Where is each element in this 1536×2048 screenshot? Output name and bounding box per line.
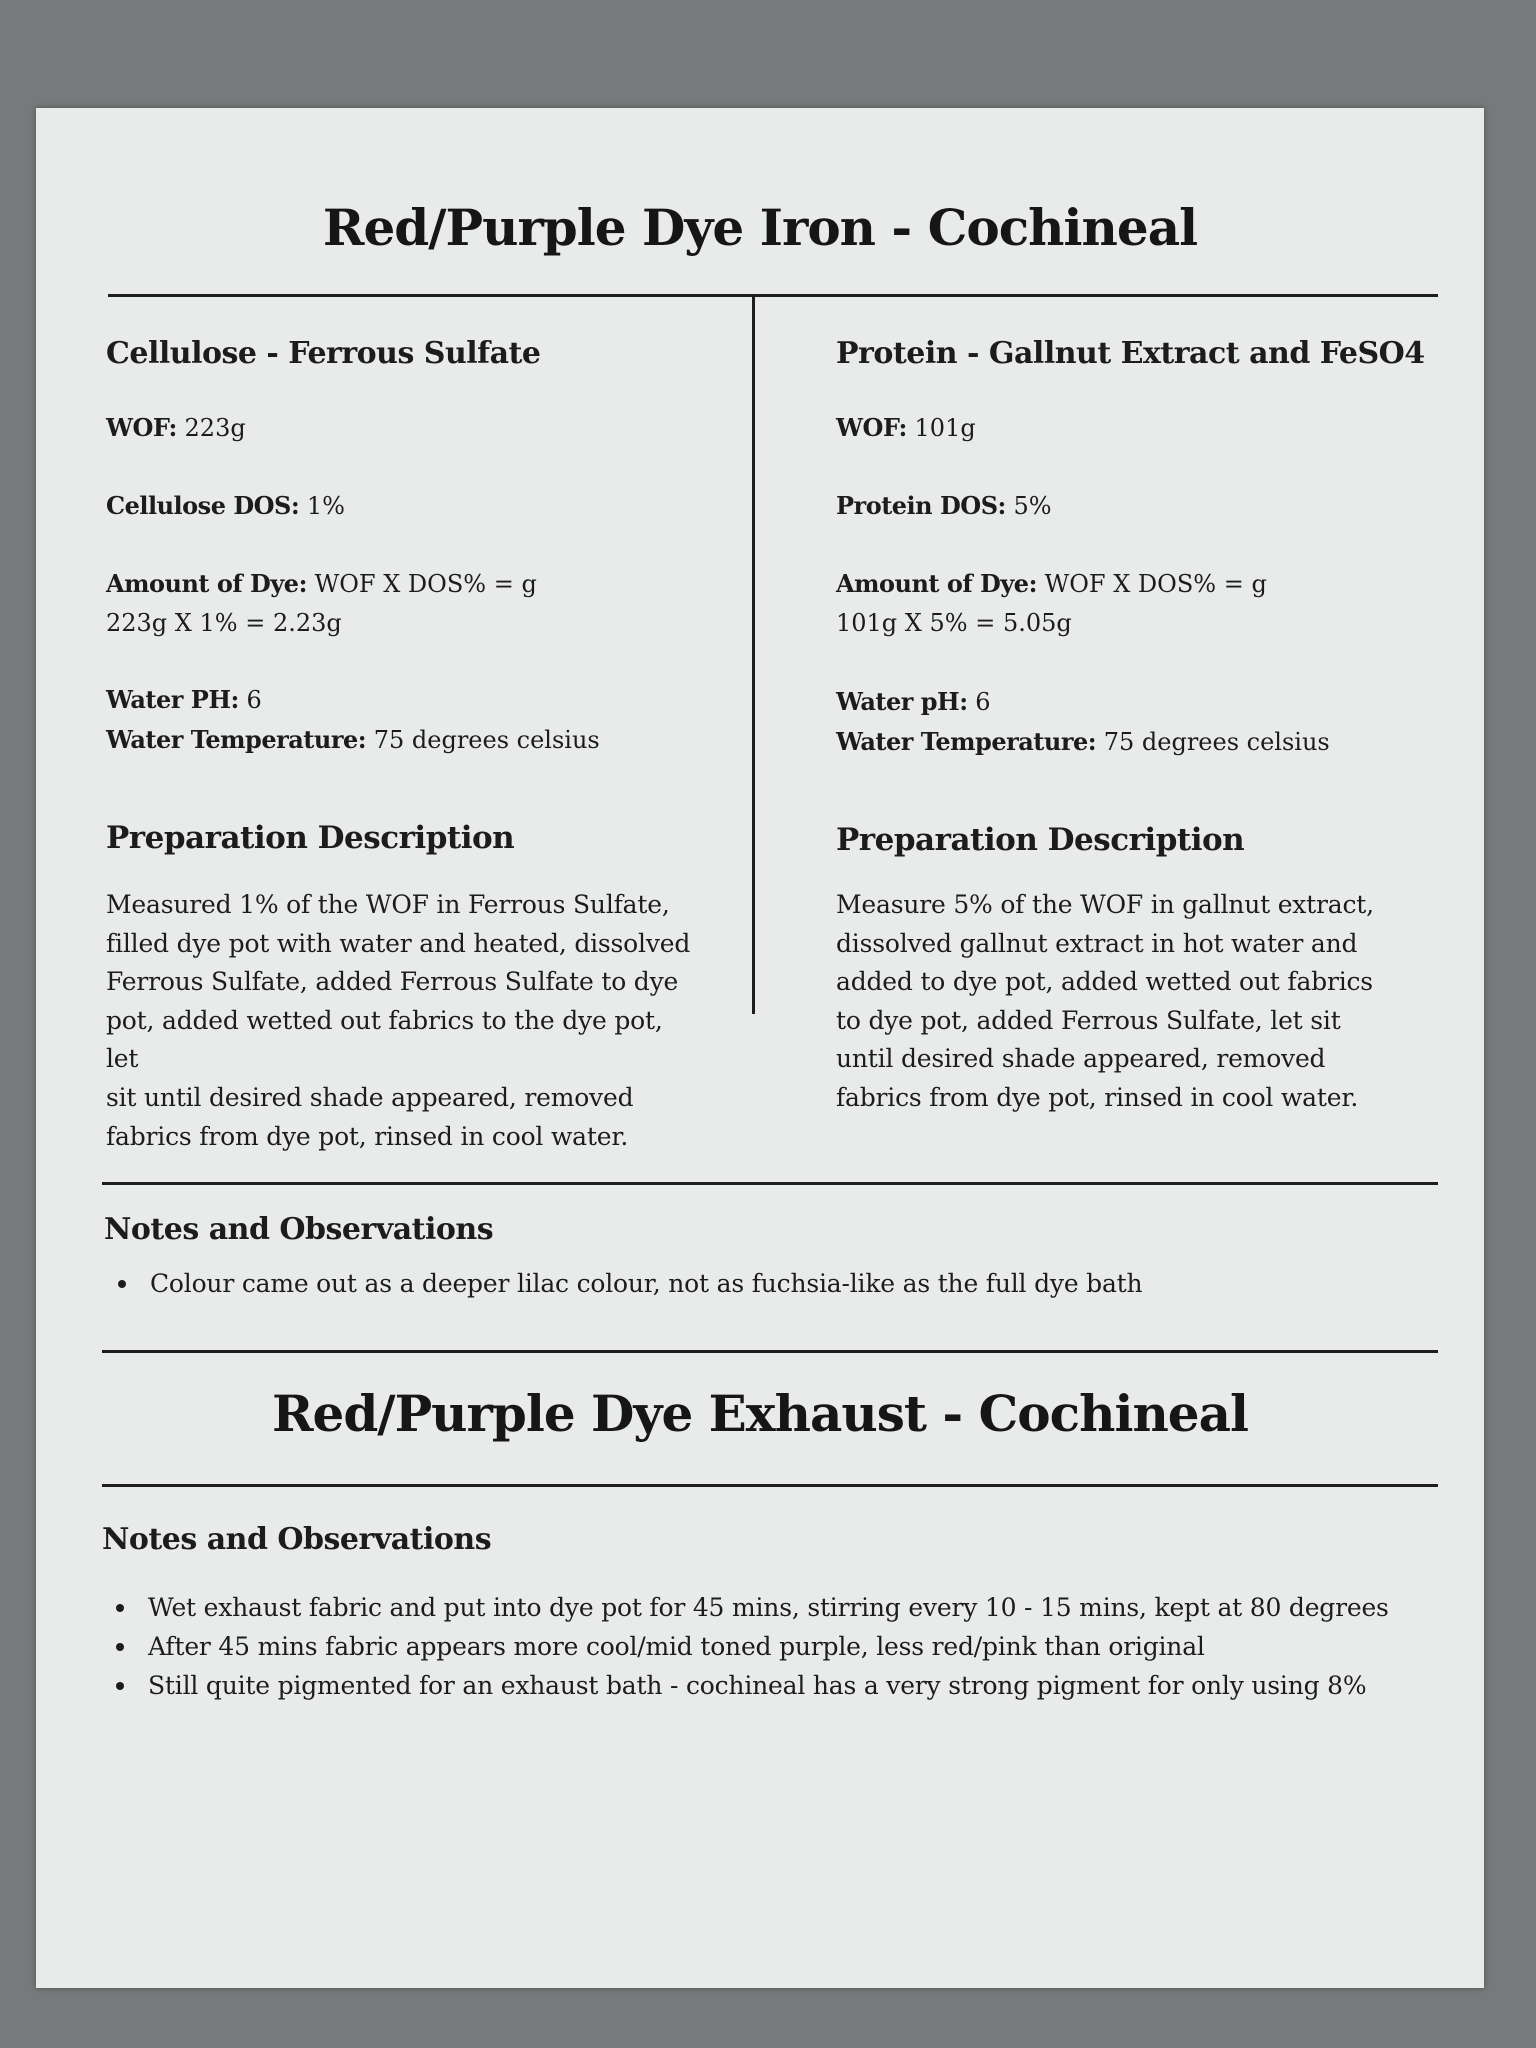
prep-line: Measured 1% of the WOF in Ferrous Sulfate,	[106, 890, 670, 919]
iron-notes-heading: Notes and Observations	[104, 1212, 494, 1247]
list-item: Colour came out as a deeper lilac colour, not as fuchsia-like as the full dye bath	[104, 1264, 1142, 1303]
column-divider	[752, 294, 755, 1014]
cellulose-wof	[106, 408, 246, 448]
protein-prep-heading: Preparation Description	[836, 822, 1245, 858]
ph-label: Water pH:	[836, 687, 968, 716]
wof-label: WOF:	[836, 413, 907, 442]
temp-label: Water Temperature:	[106, 725, 367, 754]
amount-label: Amount of Dye:	[106, 569, 307, 598]
protein-dos	[836, 486, 1052, 526]
wof-label: WOF:	[106, 413, 177, 442]
list-item: Still quite pigmented for an exhaust bath - cochineal has a very strong pigment for only using 8%	[102, 1666, 1389, 1705]
protein-water	[836, 682, 1330, 762]
ph-value: 6	[967, 688, 991, 716]
exhaust-notes-list	[102, 1588, 1389, 1705]
protein-amount	[836, 564, 1267, 643]
list-item: After 45 mins fabric appears more cool/mid toned purple, less red/pink than original	[102, 1627, 1389, 1666]
temp-label: Water Temperature:	[836, 727, 1097, 756]
prep-line: added to dye pot, added wetted out fabrics	[836, 967, 1373, 997]
exhaust-title-divider	[102, 1484, 1438, 1487]
cellulose-prep-body	[106, 886, 696, 1156]
prep-line: to dye pot, added Ferrous Sulfate, let sit	[836, 1005, 1341, 1035]
prep-line: pot, added wetted out fabrics to the dye pot, let	[106, 1005, 663, 1074]
prep-line: sit until desired shade appeared, removed	[106, 1082, 634, 1112]
ph-value: 6	[238, 686, 262, 714]
amount-calc: 223g X 1% = 2.23g	[106, 609, 342, 637]
dos-value: 1%	[299, 492, 345, 520]
amount-value: WOF X DOS% = g	[306, 570, 537, 598]
amount-calc: 101g X 5% = 5.05g	[836, 609, 1072, 637]
cellulose-amount	[106, 564, 537, 643]
cellulose-prep-heading: Preparation Description	[106, 820, 515, 856]
cellulose-water	[106, 680, 600, 760]
exhaust-title: Red/Purple Dye Exhaust - Cochineal	[271, 1384, 1248, 1443]
prep-line: Ferrous Sulfate, added Ferrous Sulfate to dye	[106, 967, 679, 997]
list-item: Wet exhaust fabric and put into dye pot for 45 mins, stirring every 10 - 15 mins, kept at 80 degrees	[102, 1588, 1389, 1627]
prep-line: fabrics from dye pot, rinsed in cool water.	[106, 1121, 629, 1151]
prep-line: fabrics from dye pot, rinsed in cool water.	[836, 1082, 1359, 1112]
columns-bottom-divider	[102, 1182, 1438, 1185]
section-divider	[102, 1350, 1438, 1353]
protein-prep-body	[836, 886, 1426, 1118]
dos-value: 5%	[1005, 492, 1052, 520]
amount-value: WOF X DOS% = g	[1036, 570, 1267, 598]
prep-line: Measure 5% of the WOF in gallnut extract,	[836, 890, 1374, 919]
protein-wof	[836, 408, 976, 448]
dos-label: Protein DOS:	[836, 491, 1006, 520]
paper-sheet	[36, 108, 1484, 1988]
iron-notes-list	[104, 1264, 1142, 1303]
cellulose-heading: Cellulose - Ferrous Sulfate	[106, 336, 541, 371]
exhaust-notes-heading: Notes and Observations	[102, 1522, 492, 1557]
protein-heading: Protein - Gallnut Extract and FeSO4	[836, 336, 1425, 371]
prep-line: dissolved gallnut extract in hot water and	[836, 928, 1358, 958]
dos-label: Cellulose DOS:	[106, 491, 300, 520]
amount-label: Amount of Dye:	[836, 569, 1037, 598]
wof-value: 223g	[176, 414, 246, 442]
temp-value: 75 degrees celsius	[1096, 728, 1330, 756]
prep-line: filled dye pot with water and heated, dissolved	[106, 928, 691, 958]
iron-title: Red/Purple Dye Iron - Cochineal	[322, 198, 1198, 257]
title-divider	[108, 294, 1438, 297]
prep-line: until desired shade appeared, removed	[836, 1044, 1326, 1074]
wof-value: 101g	[906, 414, 976, 442]
ph-label: Water PH:	[106, 685, 239, 714]
temp-value: 75 degrees celsius	[366, 726, 600, 754]
cellulose-dos	[106, 486, 345, 526]
